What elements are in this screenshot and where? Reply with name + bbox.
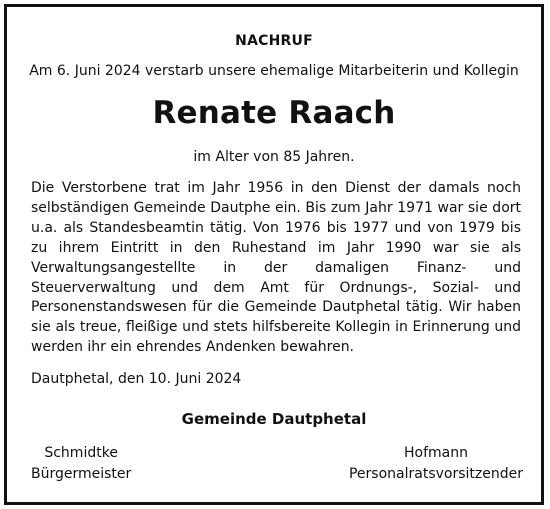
signatory-name: Hofmann <box>404 445 468 461</box>
deceased-name: Renate Raach <box>152 95 396 131</box>
deceased-age: im Alter von 85 Jahren. <box>193 149 355 165</box>
obituary-content <box>7 7 541 502</box>
organization-name: Gemeinde Dautphetal <box>181 410 367 428</box>
obituary-body: Die Verstorbene trat im Jahr 1956 in den Dienst der damals noch selbständigen Gemeinde Dautphe ein. Bis zum Jahr 1971 war sie dort u.a. als Standesbeamtin tätig. Von 1976 bis 1977 und von 1979 bis zu ihrem Eintritt in den Ruhestand im Jahr 1990 war sie als Verwaltungsangestellte in der damaligen Finanz- und Steuerverwaltung und dem Amt für Ordnungs-, Sozial- und Personenstandswesen für die Gemeinde Dautphetal tätig. Wir haben sie als treue, fleißige und stets hilfsbereite Kollegin in Erinnerung und werden ihr ein ehrendes Andenken bewahren. <box>31 180 521 356</box>
signatory-name: Schmidtke <box>44 445 118 461</box>
signatory-role: Personalratsvorsitzender <box>348 466 523 482</box>
signatory-role: Bürgermeister <box>31 466 132 482</box>
notice-heading: NACHRUF <box>235 33 313 49</box>
notice-intro: Am 6. Juni 2024 verstarb unsere ehemalige Mitarbeiterin und Kollegin <box>29 63 519 79</box>
signatory-left <box>31 443 131 485</box>
obituary-frame <box>4 4 544 505</box>
signatory-right <box>349 443 523 485</box>
place-and-date: Dautphetal, den 10. Juni 2024 <box>31 371 242 387</box>
